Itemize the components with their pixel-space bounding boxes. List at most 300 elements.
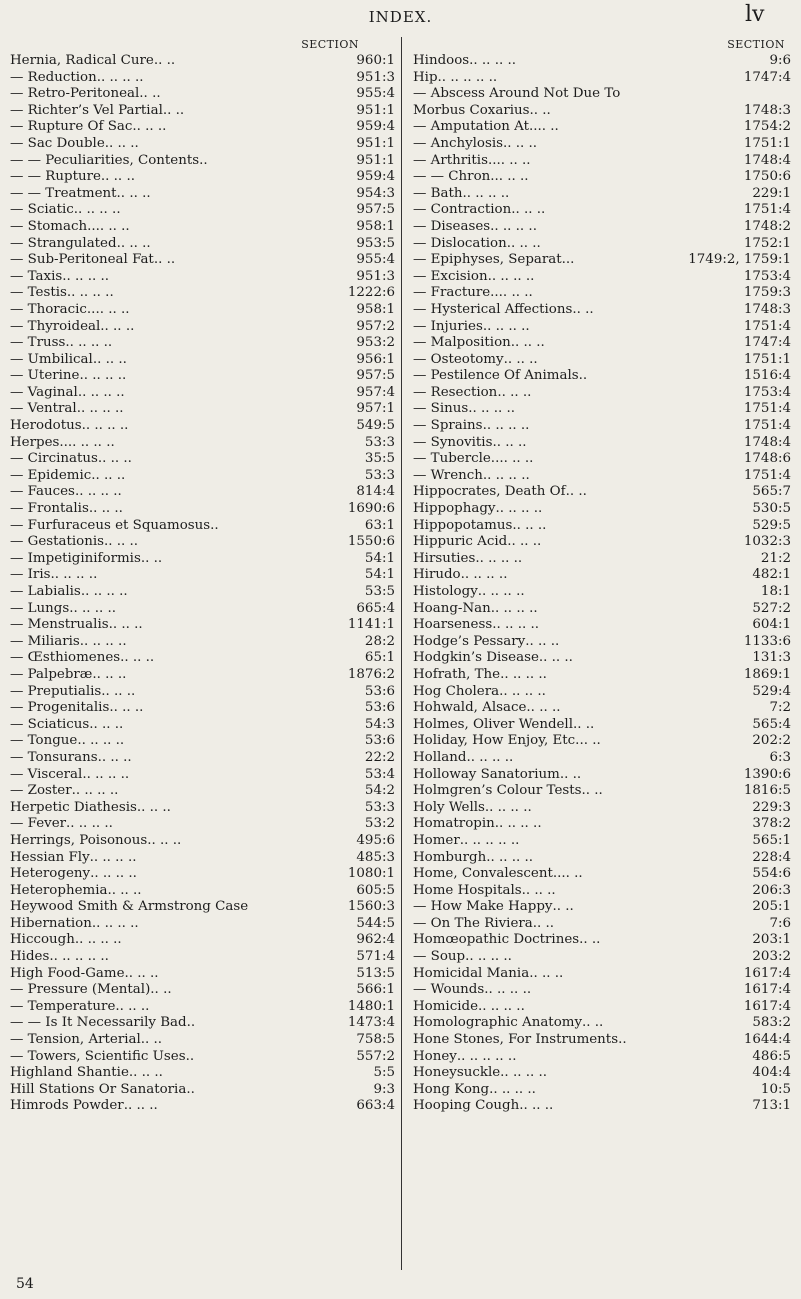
index-entry <box>413 302 791 319</box>
index-entry <box>413 1082 791 1099</box>
entry-leader-dots: .. .. <box>582 1015 604 1031</box>
index-entry <box>413 468 791 485</box>
index-entry <box>413 932 791 949</box>
entry-section-ref: 53:3 <box>364 434 395 450</box>
entry-section-ref: 958:1 <box>356 218 395 234</box>
entry-section-ref: 1748:4 <box>743 434 791 450</box>
entry-term: — Pestilence Of Animals <box>413 368 579 384</box>
entry-leader-dots: .. .. <box>153 53 176 68</box>
entry-leader-dots: .. .. <box>150 982 172 998</box>
entry-section-ref: 229:3 <box>752 799 791 815</box>
entry-term: Holmgren’s Colour Tests <box>413 783 582 799</box>
index-entry <box>413 551 791 568</box>
entry-section-ref: 1751:4 <box>743 202 791 218</box>
entry-leader-dots: .. .. .. .. <box>484 982 532 998</box>
entry-term: Hodge’s Pessary <box>413 633 526 649</box>
entry-section-ref: 65:1 <box>364 650 395 666</box>
entry-term: — Ventral <box>10 401 77 417</box>
entry-section-ref: 206:3 <box>752 882 791 898</box>
entry-section-ref: 205:1 <box>752 899 791 915</box>
entry-term: — Gestationis <box>10 534 105 550</box>
entry-leader-dots: .. .. .. <box>97 749 132 765</box>
index-entry <box>10 435 395 452</box>
entry-term: — — Treatment <box>10 185 117 201</box>
entry-term: — Retro-Peritoneal <box>10 86 140 102</box>
entry-section-ref: 35:5 <box>364 451 395 467</box>
entry-leader-dots: .. .. .. .. <box>500 666 547 682</box>
entry-section-ref: 583:2 <box>752 1015 791 1031</box>
entry-leader-dots: .. <box>199 152 208 168</box>
entry-section-ref: 1748:6 <box>743 451 791 467</box>
entry-term: — Resection <box>413 384 498 400</box>
index-entry <box>10 302 395 319</box>
index-entry <box>10 285 395 302</box>
index-entry <box>10 733 395 750</box>
index-entry <box>413 518 791 535</box>
index-entry <box>413 435 791 452</box>
index-entry <box>10 667 395 684</box>
entry-term: Herpetic Diathesis <box>10 799 137 815</box>
entry-leader-dots: .. .. .. <box>521 882 556 898</box>
entry-leader-dots: .. .. .. <box>89 716 124 732</box>
entry-leader-dots: .. .. .. <box>107 882 142 898</box>
entry-term: — Hysterical Affections <box>413 301 573 317</box>
entry-section-ref: 951:1 <box>356 135 395 151</box>
entry-leader-dots: .. .. .. .. <box>490 218 537 234</box>
index-entry <box>413 949 791 966</box>
index-entry <box>10 269 395 286</box>
entry-leader-dots: .. .. .. <box>104 534 139 550</box>
entry-leader-dots: .. .. .. .. <box>499 683 546 699</box>
entry-leader-dots <box>248 899 343 916</box>
index-entry <box>413 269 791 286</box>
entry-term: Hindoos <box>413 53 470 68</box>
entry-term: — Fauces <box>10 484 75 500</box>
entry-term: Highland Shantie <box>10 1065 129 1081</box>
entry-section-ref: 1617:4 <box>743 982 791 998</box>
index-entry <box>413 1032 791 1049</box>
entry-term: — Sciaticus <box>10 716 90 732</box>
index-entry <box>413 169 791 186</box>
entry-section-ref: 956:1 <box>356 351 395 367</box>
entry-section-ref: 565:1 <box>752 832 791 848</box>
entry-term: — On The Riviera <box>413 915 533 931</box>
entry-leader-dots: .. .. .. <box>100 318 135 334</box>
entry-term: — Uterine <box>10 368 80 384</box>
entry-section-ref: 1617:4 <box>743 998 791 1014</box>
entry-leader-dots: .. .. .. <box>512 517 547 533</box>
entry-section-ref: 953:2 <box>356 335 395 351</box>
entry-term: — Œsthiomenes <box>10 650 121 666</box>
index-column-right <box>413 37 791 1115</box>
index-entry <box>10 252 395 269</box>
index-entry <box>413 783 791 800</box>
index-entry <box>413 916 791 933</box>
entry-term: Hooping Cough <box>413 1098 520 1114</box>
entry-term: — Taxis <box>10 268 63 284</box>
entry-section-ref: 1222:6 <box>347 285 395 301</box>
entry-term: — Testis <box>10 285 67 301</box>
entry-leader-dots: .. .. .. <box>497 384 532 400</box>
index-entry <box>10 53 395 70</box>
index-entry <box>413 866 791 883</box>
entry-section-ref: 1751:4 <box>743 418 791 434</box>
entry-term: — How Make Happy <box>413 899 553 915</box>
entry-section-ref: 203:2 <box>752 949 791 965</box>
entry-section-ref: 951:3 <box>356 69 395 85</box>
entry-section-ref: 54:1 <box>364 567 395 583</box>
entry-term: — Thyroideal <box>10 318 101 334</box>
entry-leader-dots: .. .. .. .. <box>66 816 113 832</box>
entry-leader-dots: .. .. .. <box>511 202 546 218</box>
entry-term: — Injuries <box>413 318 483 334</box>
index-entry <box>413 401 791 418</box>
entry-term: — Palpebræ <box>10 666 93 682</box>
entry-leader-dots: .. .. .. .. <box>77 733 125 749</box>
entry-term: — Vaginal <box>10 384 78 400</box>
entry-leader-dots: .. .. .. <box>92 351 127 367</box>
entry-leader-dots: .. .. <box>153 252 176 268</box>
entry-term: Hiccough <box>10 932 75 948</box>
entry-leader-dots: .. .. <box>537 119 559 135</box>
entry-term: Hippophagy <box>413 501 496 517</box>
entry-term: Honeysuckle <box>413 1065 501 1081</box>
index-entry <box>10 86 395 103</box>
entry-leader-dots: .. .. .. .. <box>469 53 516 68</box>
entry-section-ref: 1747:4 <box>743 69 791 85</box>
index-entry <box>413 285 791 302</box>
index-entry <box>413 53 791 70</box>
entry-leader-dots: .. .. .. .. <box>77 384 125 400</box>
index-entry <box>10 418 395 435</box>
entry-term: — Progenitalis <box>10 700 110 716</box>
entry-term: Hernia, Radical Cure <box>10 53 154 68</box>
entry-section-ref: 957:2 <box>356 318 395 334</box>
entry-section-ref: 1644:4 <box>743 1032 791 1048</box>
entry-leader-dots: .. .. <box>572 301 594 317</box>
entry-term: Hibernation <box>10 915 92 931</box>
entry-section-ref: 1748:2 <box>743 218 791 234</box>
entry-section-ref: 1753:4 <box>743 268 791 284</box>
entry-section-ref: 482:1 <box>752 567 791 583</box>
index-entry <box>413 966 791 983</box>
entry-leader-dots: .. .. .. .. <box>80 584 128 599</box>
entry-section-ref: 53:2 <box>364 816 395 832</box>
index-entry <box>10 103 395 120</box>
index-entry <box>413 202 791 219</box>
entry-leader-dots: .. .. .. .. <box>494 816 542 832</box>
entry-section-ref: 1751:4 <box>743 401 791 417</box>
entry-term: Home, Convalescent.. <box>413 866 562 882</box>
index-entry <box>413 534 791 551</box>
entry-section-ref: 529:4 <box>752 683 791 699</box>
entry-section-ref: 554:6 <box>752 866 791 882</box>
entry-section-ref: 557:2 <box>356 1048 395 1064</box>
index-entry <box>10 982 395 999</box>
entry-term: Homicidal Mania <box>413 965 530 981</box>
index-entry <box>10 650 395 667</box>
entry-section-ref: 1748:3 <box>743 301 791 317</box>
entry-section-ref: 7:6 <box>769 915 791 931</box>
entry-term: — Truss <box>10 335 66 351</box>
entry-leader-dots: .. .. .. .. <box>462 185 510 201</box>
entry-section-ref: 1516:4 <box>743 368 791 384</box>
index-entry <box>10 800 395 817</box>
section-column-label: SECTION <box>301 38 359 51</box>
entry-section-ref: 53:5 <box>364 584 395 599</box>
entry-leader-dots: .. .. .. <box>496 152 531 168</box>
entry-leader-dots: .. .. <box>579 932 601 948</box>
index-entry <box>413 484 791 501</box>
entry-section-ref <box>739 86 791 103</box>
index-entry <box>10 1015 395 1032</box>
entry-section-ref: 63:1 <box>364 517 395 533</box>
index-entry <box>10 601 395 618</box>
entry-section-ref: 53:3 <box>364 467 395 483</box>
entry-leader-dots: .. .. .. .. <box>65 335 113 351</box>
entry-leader-dots: .. .. <box>139 86 161 102</box>
entry-term: — Towers, Scientific Uses <box>10 1048 186 1064</box>
index-entry <box>413 368 791 385</box>
entry-leader-dots: .. .. <box>559 766 582 782</box>
entry-leader-dots: .. .. .. .. <box>79 368 127 384</box>
entry-section-ref: 1751:4 <box>743 467 791 483</box>
index-entry <box>413 1065 791 1082</box>
entry-term: — Wrench <box>413 467 483 483</box>
index-entry <box>413 767 791 784</box>
entry-leader-dots: .. .. .. <box>506 235 541 251</box>
index-entry <box>10 319 395 336</box>
entry-term: — Circinatus <box>10 451 98 467</box>
entry-section-ref: 565:7 <box>752 484 791 500</box>
index-entry <box>413 335 791 352</box>
index-entry <box>413 1015 791 1032</box>
entry-term: Hog Cholera <box>413 683 500 699</box>
entry-term: Honey <box>413 1048 457 1064</box>
entry-term: — Thoracic.. <box>10 301 96 317</box>
entry-section-ref: 1133:6 <box>743 633 791 649</box>
entry-leader-dots: .. .. .. .. <box>62 268 110 284</box>
entry-section-ref: 1751:1 <box>743 135 791 151</box>
index-entry <box>10 850 395 867</box>
entry-section-ref: 228:4 <box>752 849 791 865</box>
index-entry <box>10 236 395 253</box>
entry-term: Heterophemia <box>10 882 108 898</box>
entry-section-ref: 1753:4 <box>743 384 791 400</box>
entry-leader-dots: .. .. .. <box>519 1098 554 1114</box>
entry-term: High Food-Game <box>10 965 125 981</box>
page-number: 54 <box>16 1276 34 1292</box>
entry-leader-dots: .. .. .. .. <box>477 584 525 599</box>
index-entry <box>10 617 395 634</box>
entry-term: — Sub-Peritoneal Fat <box>10 252 154 268</box>
entry-section-ref: 54:1 <box>364 550 395 566</box>
entry-term: Hodgkin’s Disease <box>413 650 539 666</box>
entry-section-ref: 605:5 <box>356 882 395 898</box>
index-entry <box>413 70 791 87</box>
entry-section-ref: 54:3 <box>364 716 395 732</box>
index-entry <box>10 501 395 518</box>
entry-leader-dots: .. .. .. .. <box>73 202 121 218</box>
entry-section-ref: 1751:4 <box>743 318 791 334</box>
entry-leader-dots: .. <box>186 1015 196 1031</box>
entry-term: Holiday, How Enjoy, Etc. <box>413 733 580 749</box>
entry-section-ref: 1550:6 <box>347 534 395 550</box>
entry-term: Himrods Powder <box>10 1098 124 1114</box>
entry-term: — Synovitis <box>413 434 493 450</box>
entry-leader-dots: .. .. .. <box>91 467 126 483</box>
entry-section-ref: 1750:6 <box>743 169 791 185</box>
entry-term: — Arthritis.. <box>413 152 497 168</box>
entry-leader-dots: .. .. <box>140 1032 163 1048</box>
entry-section-ref: 571:4 <box>356 949 395 965</box>
entry-term: Herpes.. <box>10 434 68 450</box>
index-entry <box>413 634 791 651</box>
entry-section-ref: 566:1 <box>356 982 395 998</box>
entry-term: Hohwald, Alsace <box>413 700 527 716</box>
index-entry <box>10 368 395 385</box>
entry-leader-dots: .. .. .. .. <box>74 484 122 500</box>
entry-term: Homer <box>413 832 460 848</box>
index-entry <box>413 567 791 584</box>
entry-term: — Richter’s Vel Partial <box>10 102 163 118</box>
index-entry <box>10 932 395 949</box>
index-entry <box>413 385 791 402</box>
entry-term: — Furfuraceus et Squamosus <box>10 517 211 533</box>
entry-leader-dots: .. .. .. <box>116 185 151 201</box>
index-entry <box>10 717 395 734</box>
entry-leader-dots: .. .. .. .. .. <box>459 832 520 848</box>
entry-term: — Zoster <box>10 783 72 799</box>
index-entry <box>10 1032 395 1049</box>
entry-term: — Excision <box>413 268 488 284</box>
index-entry <box>10 916 395 933</box>
index-entry <box>413 899 791 916</box>
entry-leader-dots: .. .. .. <box>498 285 533 301</box>
index-entry <box>10 136 395 153</box>
index-entry <box>10 833 395 850</box>
entry-term: — Fracture.. <box>413 285 499 301</box>
entry-leader-dots: .. .. .. <box>109 700 144 716</box>
entry-leader-dots: .. .. .. .. <box>482 418 530 434</box>
entry-section-ref: 530:5 <box>752 501 791 517</box>
entry-leader-dots: .. <box>578 368 588 384</box>
entry-leader-dots: .. .. .. <box>503 135 538 151</box>
entry-leader-dots: .. .. <box>552 899 574 915</box>
entry-leader-dots: .. .. .. .. <box>495 501 543 517</box>
entry-section-ref: 53:4 <box>364 766 395 782</box>
entry-section-ref: 663:4 <box>356 1098 395 1114</box>
entry-term: Homicide <box>413 998 478 1014</box>
index-entry <box>413 733 791 750</box>
entry-term: — Rupture Of Sac <box>10 119 133 135</box>
entry-leader-dots: .. .. .. .. .. <box>49 949 109 965</box>
entry-leader-dots: .. .. .. .. <box>81 418 129 434</box>
entry-section-ref: 22:2 <box>364 749 395 765</box>
entry-section-ref: 1748:4 <box>743 152 791 168</box>
entry-leader-dots: .. .. <box>561 866 583 882</box>
entry-section-ref: 957:5 <box>356 368 395 384</box>
entry-section-ref: 1390:6 <box>743 766 791 782</box>
index-entry <box>413 700 791 717</box>
entry-leader-dots: .. .. .. <box>95 218 130 234</box>
entry-section-ref: 203:1 <box>752 932 791 948</box>
entry-term: — Lungs <box>10 600 70 616</box>
entry-term: — Sprains <box>413 418 483 434</box>
entry-section-ref: 1690:6 <box>347 501 395 517</box>
entry-leader-dots: .. .. .. <box>492 434 527 450</box>
index-entry <box>413 319 791 336</box>
entry-leader-dots: .. <box>618 1032 627 1048</box>
entry-leader-dots: .. .. .. <box>116 235 151 251</box>
entry-term: Hides <box>10 949 50 965</box>
entry-leader-dots: .. .. .. <box>115 998 150 1014</box>
index-entry <box>10 518 395 535</box>
entry-leader-dots: .. .. .. .. <box>82 766 130 782</box>
entry-term: — Iris <box>10 567 51 583</box>
index-entry <box>413 186 791 203</box>
entry-leader-dots: .. .. .. .. <box>66 285 114 301</box>
index-entry <box>10 816 395 833</box>
index-entry <box>10 999 395 1016</box>
entry-term: — Labialis <box>10 584 81 599</box>
entry-term: — Sinus <box>413 401 469 417</box>
entry-leader-dots: .. .. <box>565 484 587 500</box>
entry-leader-dots: .. <box>210 517 219 533</box>
index-entry <box>413 418 791 435</box>
index-entry <box>413 1049 791 1066</box>
entry-term: — — Rupture <box>10 169 101 185</box>
entry-leader-dots: .. .. .. .. .. <box>456 1048 517 1064</box>
entry-term: Herodotus <box>10 418 82 434</box>
entry-term: — Tonsurans <box>10 749 98 765</box>
entry-leader-dots: .. .. <box>162 102 185 118</box>
entry-leader-dots: .. .. .. <box>507 534 542 550</box>
entry-leader-dots: .. .. .. <box>538 650 573 666</box>
index-entry <box>10 202 395 219</box>
entry-leader-dots: .. .. <box>529 102 551 118</box>
entry-section-ref: 1759:3 <box>743 285 791 301</box>
entry-leader-dots: .. .. .. .. <box>487 268 535 284</box>
entry-term: Hoarseness <box>413 617 493 633</box>
entry-term: Hippuric Acid <box>413 534 508 550</box>
entry-section-ref: 1560:3 <box>347 899 395 915</box>
entry-term: — Osteotomy <box>413 351 504 367</box>
entry-term: Hone Stones, For Instruments <box>413 1032 619 1048</box>
entry-section-ref: 951:3 <box>356 268 395 284</box>
entry-section-ref: 6:3 <box>769 749 791 765</box>
entry-leader-dots: .. .. .. <box>503 351 538 367</box>
entry-section-ref: 955:4 <box>356 252 395 268</box>
index-entry <box>10 468 395 485</box>
index-entry <box>413 451 791 468</box>
entry-section-ref: 53:6 <box>364 700 395 716</box>
entry-term: Hill Stations Or Sanatoria <box>10 1081 187 1097</box>
entry-section-ref: 955:4 <box>356 86 395 102</box>
index-entry <box>10 584 395 601</box>
entry-term: — Tubercle.. <box>413 451 500 467</box>
index-entry <box>10 219 395 236</box>
entry-term: Hippopotamus <box>413 517 513 533</box>
entry-leader-dots: .. .. .. <box>120 650 155 666</box>
index-entry <box>10 700 395 717</box>
entry-term: — Wounds <box>413 982 485 998</box>
entry-term: — Visceral <box>10 766 83 782</box>
index-entry <box>10 169 395 186</box>
entry-term: — Umbilical <box>10 351 93 367</box>
entry-section-ref: 18:1 <box>760 584 791 599</box>
entry-term: Homatropin <box>413 816 495 832</box>
